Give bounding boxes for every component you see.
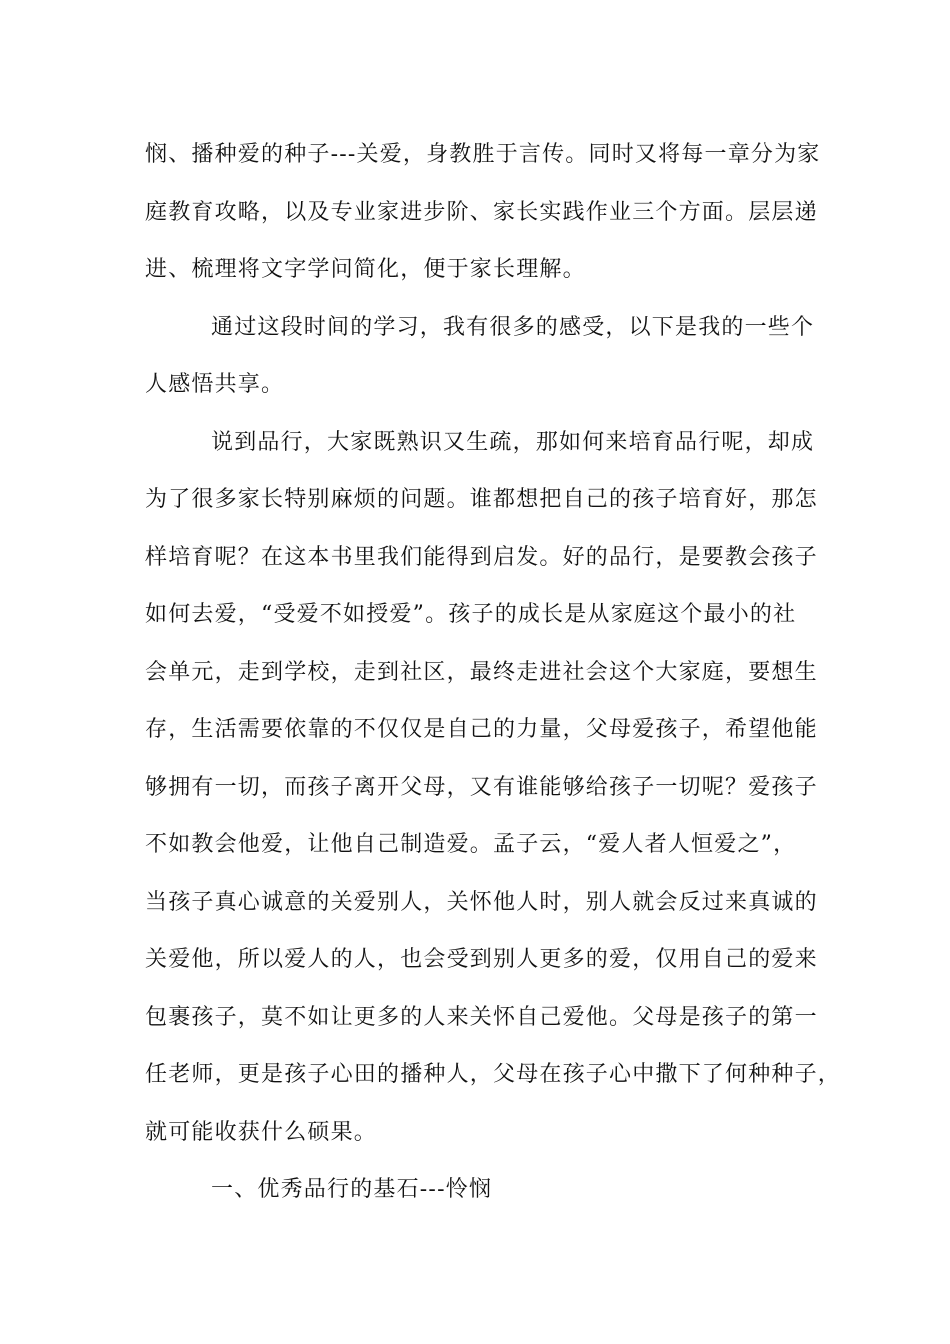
section-heading: 一、优秀品行的基石---怜悯 [211,1177,493,1202]
text-line: 如何去爱，“受爱不如授爱”。孩子的成长是从家庭这个最小的社 [145,602,797,627]
text-line: 就可能收获什么硕果。 [145,1119,378,1145]
text-line: 关爱他，所以爱人的人，也会受到别人更多的爱，仅用自己的爱来 [145,947,818,972]
text-line: 为了很多家长特别麻烦的问题。谁都想把自己的孩子培育好，那怎 [145,487,818,512]
text-line: 当孩子真心诚意的关爱别人，关怀他人时，别人就会反过来真诚的 [145,889,818,915]
text-line: 通过这段时间的学习，我有很多的感受，以下是我的一些个 [211,314,815,340]
text-line: 存，生活需要依靠的不仅仅是自己的力量，父母爱孩子，希望他能 [145,717,818,742]
text-line: 进、梳理将文字学问简化，便于家长理解。 [145,257,586,282]
text-line: 样培育呢？在这本书里我们能得到启发。好的品行，是要教会孩子 [145,544,818,570]
text-line: 包裹孩子，莫不如让更多的人来关怀自己爱他。父母是孩子的第一 [145,1004,818,1030]
text-line: 庭教育攻略，以及专业家进步阶、家长实践作业三个方面。层层递 [145,199,818,225]
text-line: 够拥有一切，而孩子离开父母，又有谁能够给孩子一切呢？爱孩子 [145,774,818,800]
text-line: 说到品行，大家既熟识又生疏，那如何来培育品行呢，却成 [211,429,815,455]
text-line: 会单元，走到学校，走到社区，最终走进社会这个大家庭，要想生 [145,659,818,685]
text-line: 人感悟共享。 [145,372,285,397]
text-line: 悯、播种爱的种子---关爱，身教胜于言传。同时又将每一章分为家 [145,142,821,167]
body-text [145,126,842,1219]
text-line: 不如教会他爱，让他自己制造爱。孟子云，“爱人者人恒爱之”， [145,832,797,857]
text-line: 任老师，更是孩子心田的播种人，父母在孩子心中撒下了何种种子， [145,1062,842,1087]
